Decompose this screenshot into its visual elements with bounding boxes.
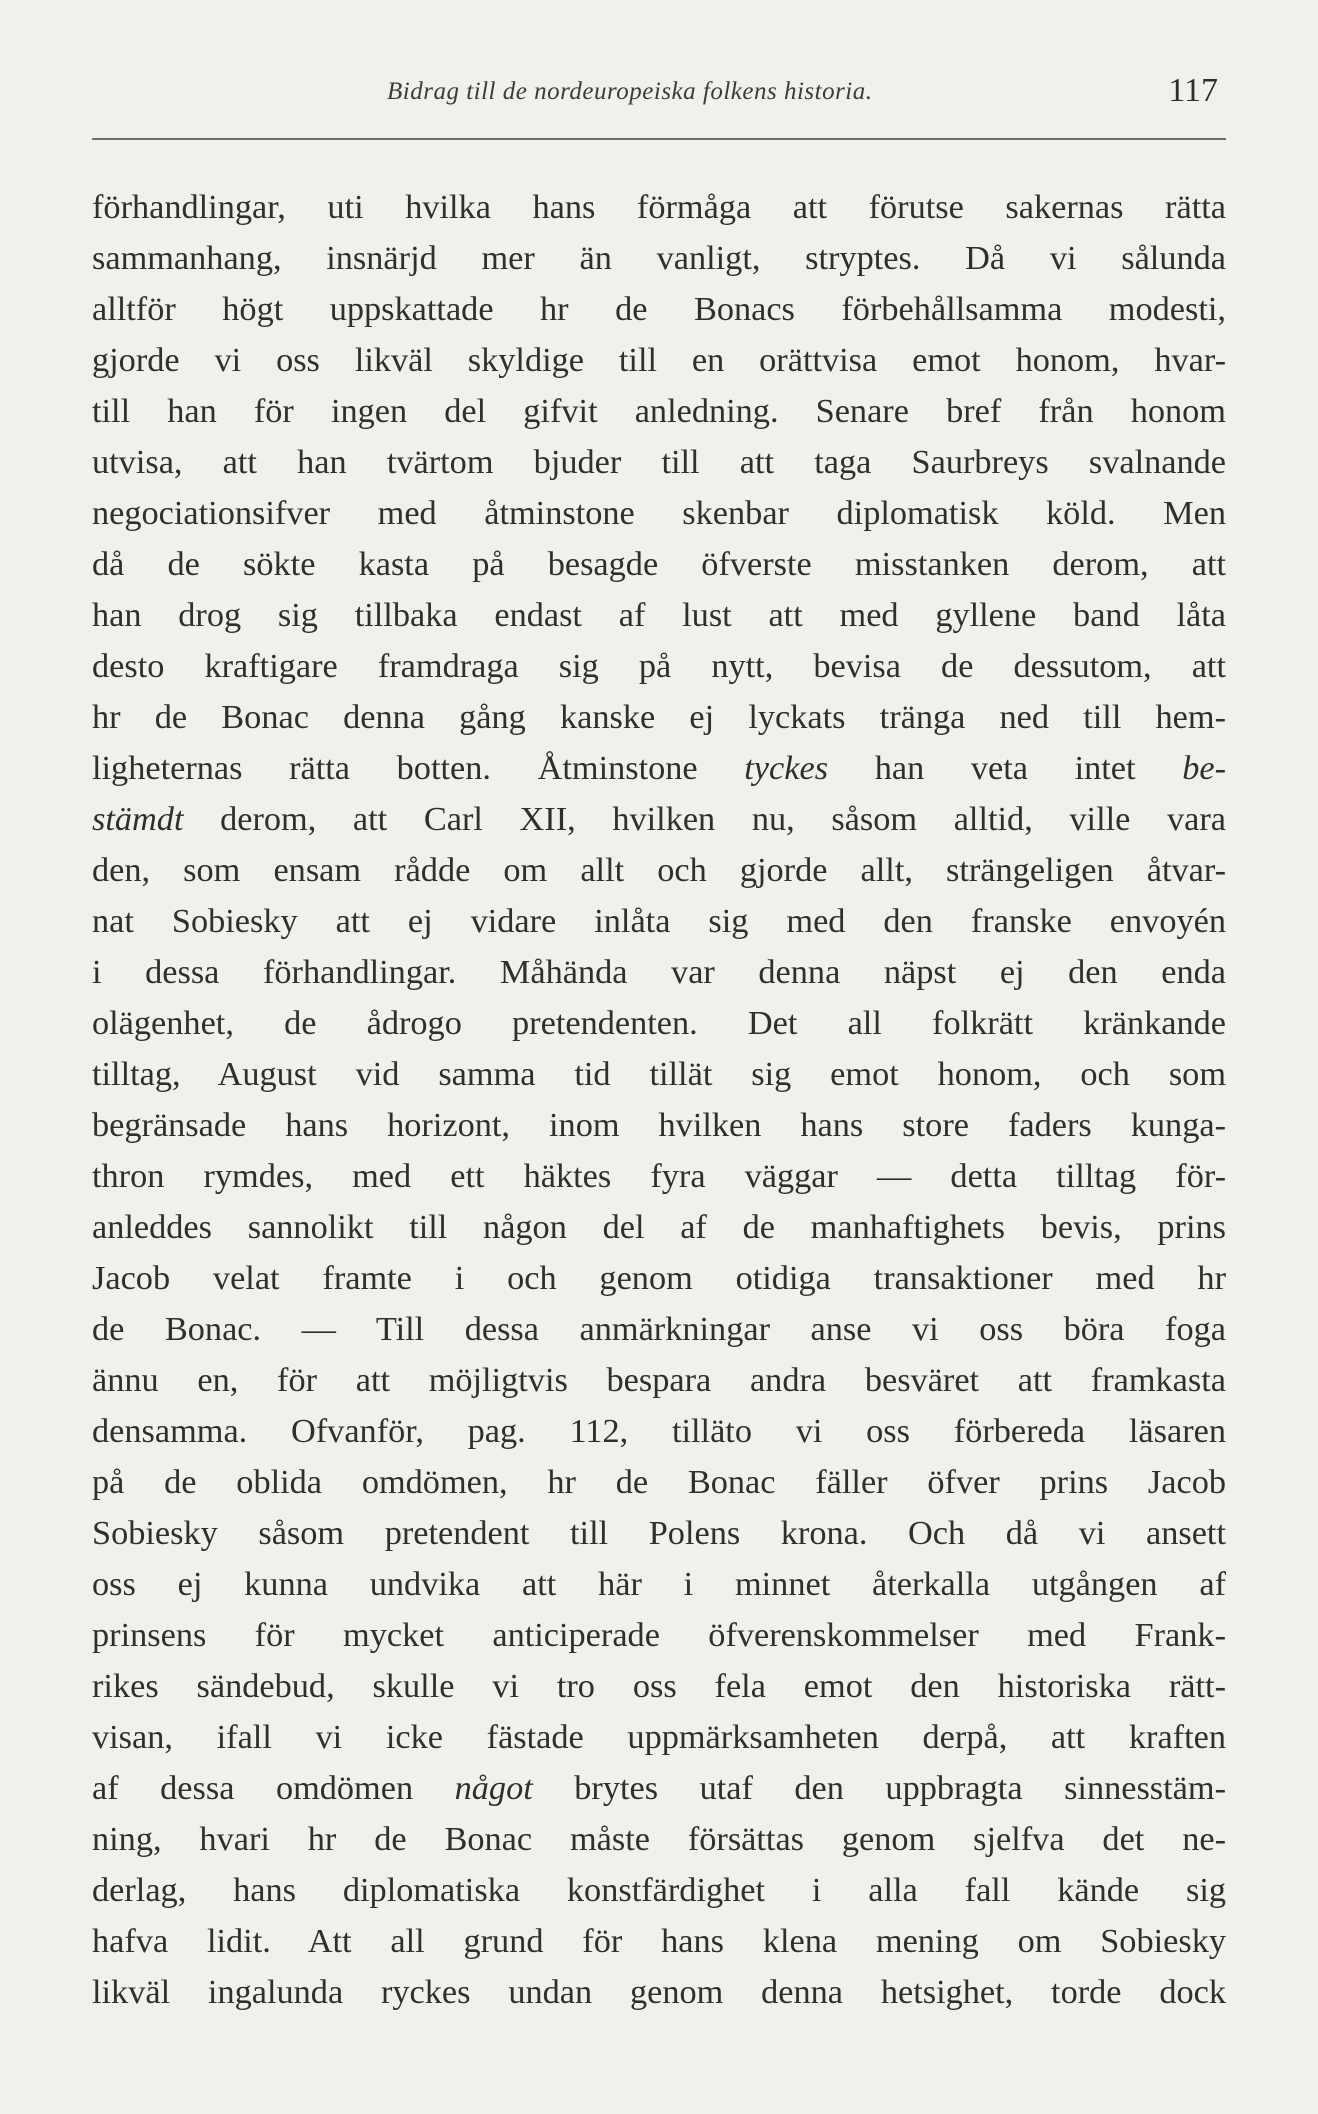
body-text [92,182,1226,2018]
text-line: sammanhang, insnärjd mer än vanligt, stryptes. Då vi sålunda [92,239,1226,277]
text-line: han drog sig tillbaka endast af lust att med gyllene band låta [92,596,1226,634]
text-line-emphasis [92,1763,1226,1814]
text-line: ning, hvari hr de Bonac måste försättas genom sjelfva det ne- [92,1820,1226,1858]
text-line-emphasis [92,794,1226,845]
text-line: derlag, hans diplomatiska konstfärdighet i alla fall kände sig [92,1871,1226,1909]
text-line-emphasis [92,743,1226,794]
text-line: oss ej kunna undvika att här i minnet återkalla utgången af [92,1565,1226,1603]
text-line: i dessa förhandlingar. Måhända var denna näpst ej den enda [92,953,1226,991]
text-line: Sobiesky såsom pretendent till Polens krona. Och då vi ansett [92,1514,1226,1552]
text-line: nat Sobiesky att ej vidare inlåta sig med den franske envoyén [92,902,1226,940]
text-line: ännu en, för att möjligtvis bespara andra besväret att framkasta [92,1361,1226,1399]
text-line: de Bonac. — Till dessa anmärkningar anse vi oss böra foga [92,1310,1226,1348]
text-line: begränsade hans horizont, inom hvilken hans store faders kunga- [92,1106,1226,1144]
header-rule [92,138,1226,140]
text-line: thron rymdes, med ett häktes fyra väggar — detta tilltag för- [92,1157,1226,1195]
page-number: 117 [1168,72,1218,109]
text-line: negociationsifver med åtminstone skenbar diplomatisk köld. Men [92,494,1226,532]
text-segment: af dessa omdömen [92,1769,455,1807]
text-line: prinsens för mycket anticiperade öfverenskommelser med Frank- [92,1616,1226,1654]
text-segment: han veta intet [828,749,1183,787]
page-header [92,72,1226,124]
text-line: den, som ensam rådde om allt och gjorde allt, strängeligen åtvar- [92,851,1226,889]
text-segment: derom, att Carl XII, hvilken nu, såsom alltid, ville vara [183,800,1226,838]
text-line: hr de Bonac denna gång kanske ej lyckats tränga ned till hem- [92,698,1226,736]
emphasized-word: tyckes [744,749,829,787]
text-line: densamma. Ofvanför, pag. 112, tilläto vi oss förbereda läsaren [92,1412,1226,1450]
text-line: utvisa, att han tvärtom bjuder till att taga Saurbreys svalnande [92,443,1226,481]
text-line: Jacob velat framte i och genom otidiga transaktioner med hr [92,1259,1226,1297]
text-line: hafva lidit. Att all grund för hans klena mening om Sobiesky [92,1922,1226,1960]
text-line: alltför högt uppskattade hr de Bonacs förbehållsamma modesti, [92,290,1226,328]
text-segment: ligheternas rätta botten. Åtminstone [92,749,745,787]
text-line: gjorde vi oss likväl skyldige till en orättvisa emot honom, hvar- [92,341,1226,379]
text-line: tilltag, August vid samma tid tillät sig emot honom, och som [92,1055,1226,1093]
text-line: till han för ingen del gifvit anledning. Senare bref från honom [92,392,1226,430]
running-title: Bidrag till de nordeuropeiska folkens historia. [387,78,873,105]
text-line: likväl ingalunda ryckes undan genom denna hetsighet, torde dock [92,1973,1226,2011]
text-segment: brytes utaf den uppbragta sinnesstäm- [532,1769,1226,1807]
text-line: rikes sändebud, skulle vi tro oss fela emot den historiska rätt- [92,1667,1226,1705]
emphasized-word: be- [1182,749,1226,787]
text-line: förhandlingar, uti hvilka hans förmåga att förutse sakernas rätta [92,188,1226,226]
text-line: desto kraftigare framdraga sig på nytt, bevisa de dessutom, att [92,647,1226,685]
text-line: olägenhet, de ådrogo pretendenten. Det all folkrätt kränkande [92,1004,1226,1042]
emphasized-word: stämdt [92,800,184,838]
text-line: visan, ifall vi icke fästade uppmärksamheten derpå, att kraften [92,1718,1226,1756]
text-line: på de oblida omdömen, hr de Bonac fäller öfver prins Jacob [92,1463,1226,1501]
emphasized-word: något [454,1769,533,1807]
text-line: då de sökte kasta på besagde öfverste misstanken derom, att [92,545,1226,583]
text-line: anleddes sannolikt till någon del af de manhaftighets bevis, prins [92,1208,1226,1246]
